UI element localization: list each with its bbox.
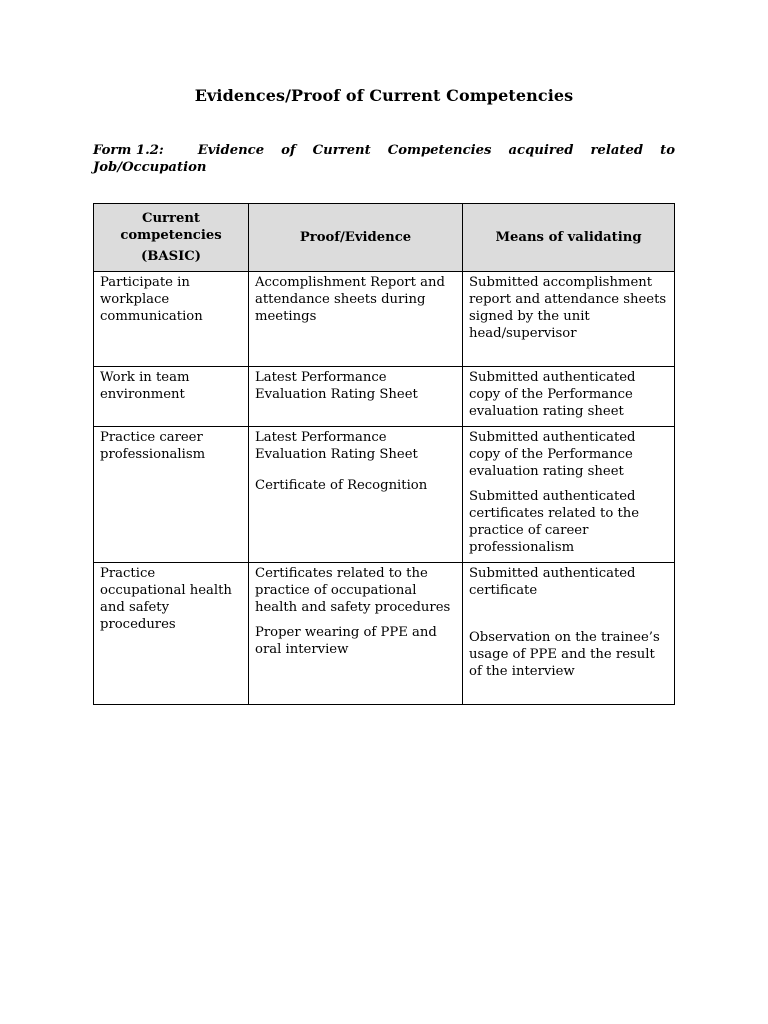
validation-item: Submitted authenticated copy of the Performance evaluation rating sheet — [469, 370, 636, 419]
validation-item: Observation on the trainee’s usage of PPE and the result of the interview — [469, 630, 660, 679]
header-proof-evidence: Proof/Evidence — [249, 204, 463, 272]
evidence-item: Accomplishment Report and attendance sheets during meetings — [255, 275, 445, 324]
evidence-table — [93, 203, 675, 705]
evidence-item: Certificates related to the practice of occupational health and safety procedures — [255, 566, 451, 615]
evidence-item: Latest Performance Evaluation Rating Sheet — [255, 370, 418, 402]
competency-cell: Practice career professionalism — [94, 427, 249, 563]
evidence-item: Latest Performance Evaluation Rating Sheet — [255, 430, 418, 462]
header-means-of-validating: Means of validating — [463, 204, 675, 272]
table-row — [94, 563, 675, 705]
header-col1-line2: competencies — [120, 227, 222, 243]
validation-item: Submitted authenticated certificate — [469, 566, 636, 598]
page-title: Evidences/Proof of Current Competencies — [194, 86, 574, 105]
header-col1-line1: Current — [141, 210, 201, 226]
competency-cell: Work in team environment — [94, 367, 249, 427]
table-row — [94, 367, 675, 427]
competency-cell: Practice occupational health and safety procedures — [94, 563, 249, 705]
evidence-cell — [249, 427, 463, 563]
validation-cell — [463, 272, 675, 367]
form-heading — [93, 142, 675, 176]
header-current-competencies — [94, 204, 249, 272]
validation-cell — [463, 367, 675, 427]
evidence-item: Proper wearing of PPE and oral interview — [255, 625, 437, 657]
evidence-cell — [249, 563, 463, 705]
validation-cell — [463, 427, 675, 563]
header-col1-line3: (BASIC) — [140, 248, 202, 264]
validation-cell — [463, 563, 675, 705]
table-header-row — [94, 204, 675, 272]
form-number: Form 1.2: — [93, 143, 164, 158]
form-description: Evidence of Current Competencies acquired related to — [197, 143, 675, 158]
competency-cell: Participate in workplace communication — [94, 272, 249, 367]
validation-item: Submitted accomplishment report and attendance sheets signed by the unit head/supervisor — [469, 275, 667, 341]
evidence-cell — [249, 367, 463, 427]
validation-item: Submitted authenticated copy of the Performance evaluation rating sheet — [469, 430, 636, 479]
form-description-continued: Job/Occupation — [93, 160, 207, 175]
table-row — [94, 272, 675, 367]
evidence-item: Certificate of Recognition — [255, 478, 428, 493]
form-heading-line1 — [93, 142, 675, 159]
table-row — [94, 427, 675, 563]
evidence-cell — [249, 272, 463, 367]
validation-item: Submitted authenticated certificates related to the practice of career professionalism — [469, 489, 640, 555]
